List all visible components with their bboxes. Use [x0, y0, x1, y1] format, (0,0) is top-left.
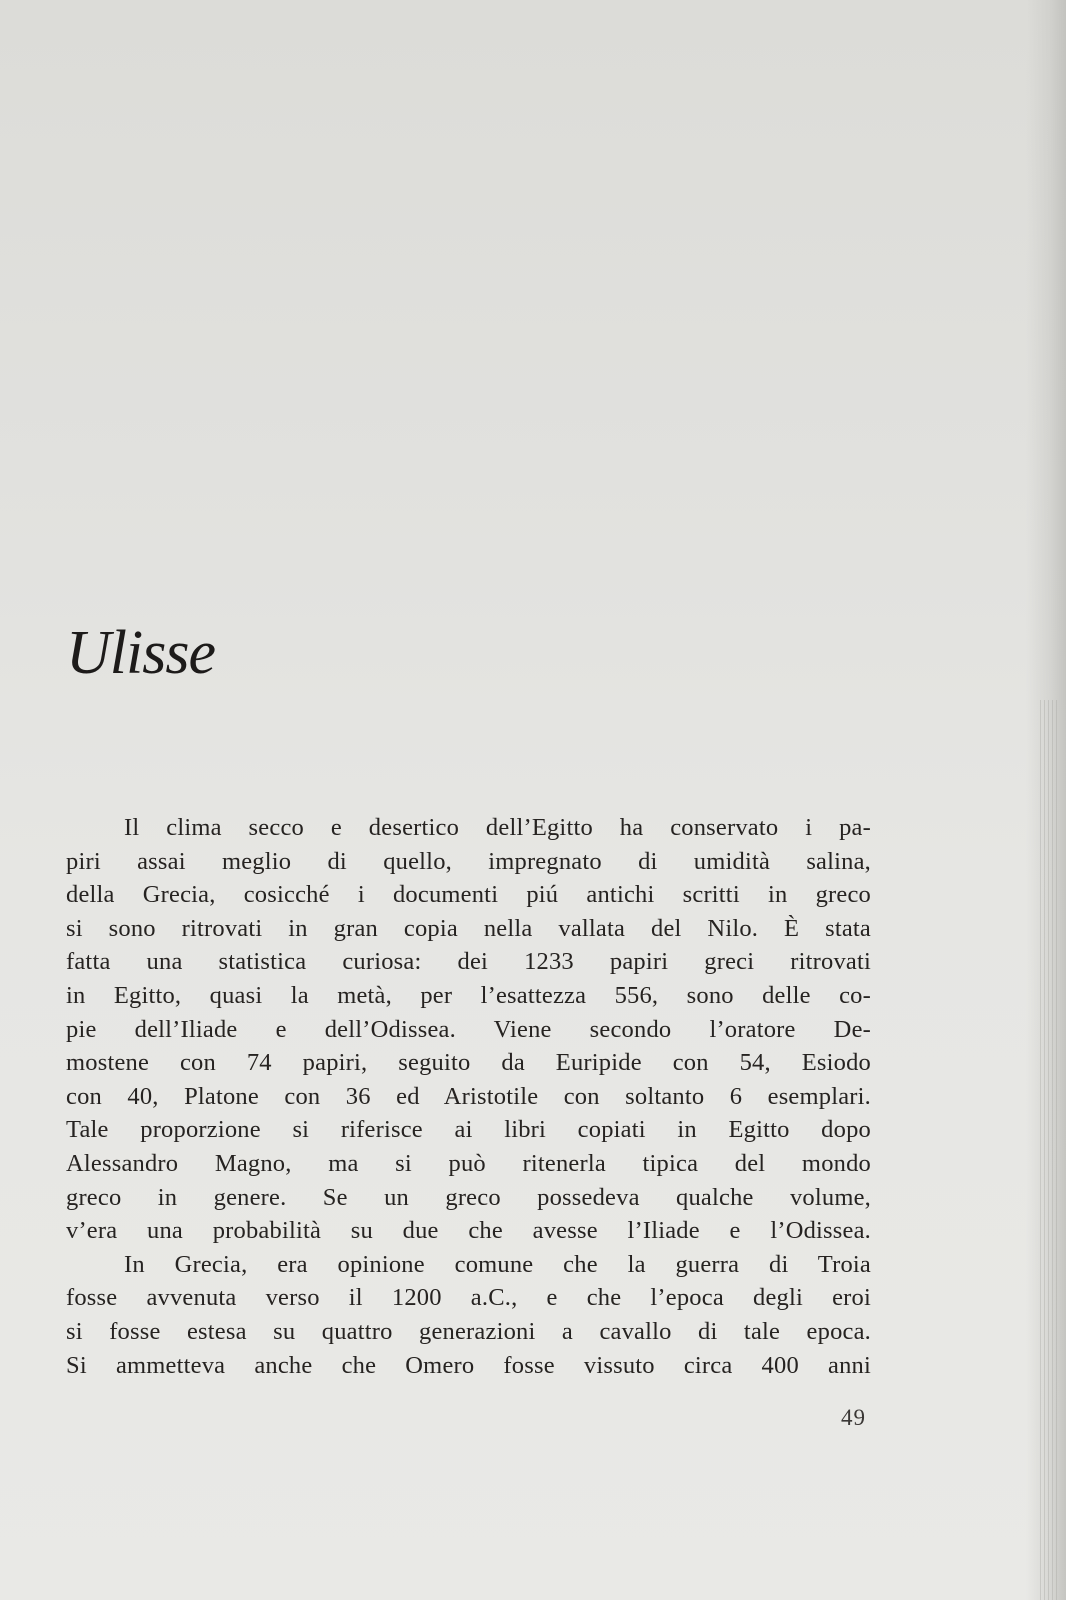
text-line: si fosse estesa su quattro generazioni a cavallo di tale epoca. [66, 1317, 871, 1345]
text-line: della Grecia, cosicché i documenti piú antichi scritti in greco [66, 881, 871, 909]
body-text [66, 811, 871, 1382]
text-line: v’era una probabilità su due che avesse l’Iliade e l’Odissea. [66, 1217, 871, 1245]
text-line: mostene con 74 papiri, seguito da Euripide con 54, Esiodo [66, 1049, 871, 1077]
text-line: Alessandro Magno, ma si può ritenerla tipica del mondo [66, 1149, 871, 1177]
page-stack-lines [1040, 700, 1060, 1600]
text-line: fosse avvenuta verso il 1200 a.C., e che l’epoca degli eroi [66, 1284, 871, 1312]
text-line: piri assai meglio di quello, impregnato di umidità salina, [66, 847, 871, 875]
text-line: Si ammetteva anche che Omero fosse vissuto circa 400 anni [66, 1351, 871, 1379]
text-line: greco in genere. Se un greco possedeva qualche volume, [66, 1183, 871, 1211]
text-line: Tale proporzione si riferisce ai libri copiati in Egitto dopo [66, 1116, 871, 1144]
text-line: con 40, Platone con 36 ed Aristotile con soltanto 6 esemplari. [66, 1082, 871, 1110]
text-line: Il clima secco e desertico dell’Egitto ha conservato i pa- [124, 814, 871, 841]
page-number: 49 [841, 1405, 866, 1430]
text-line: In Grecia, era opinione comune che la guerra di Troia [124, 1250, 871, 1278]
text-line: si sono ritrovati in gran copia nella vallata del Nilo. È stata [66, 914, 871, 942]
text-line: pie dell’Iliade e dell’Odissea. Viene secondo l’oratore De- [66, 1015, 871, 1043]
text-line: fatta una statistica curiosa: dei 1233 papiri greci ritrovati [66, 948, 871, 976]
chapter-title: Ulisse [66, 619, 215, 687]
text-line: in Egitto, quasi la metà, per l’esattezza 556, sono delle co- [66, 981, 871, 1009]
